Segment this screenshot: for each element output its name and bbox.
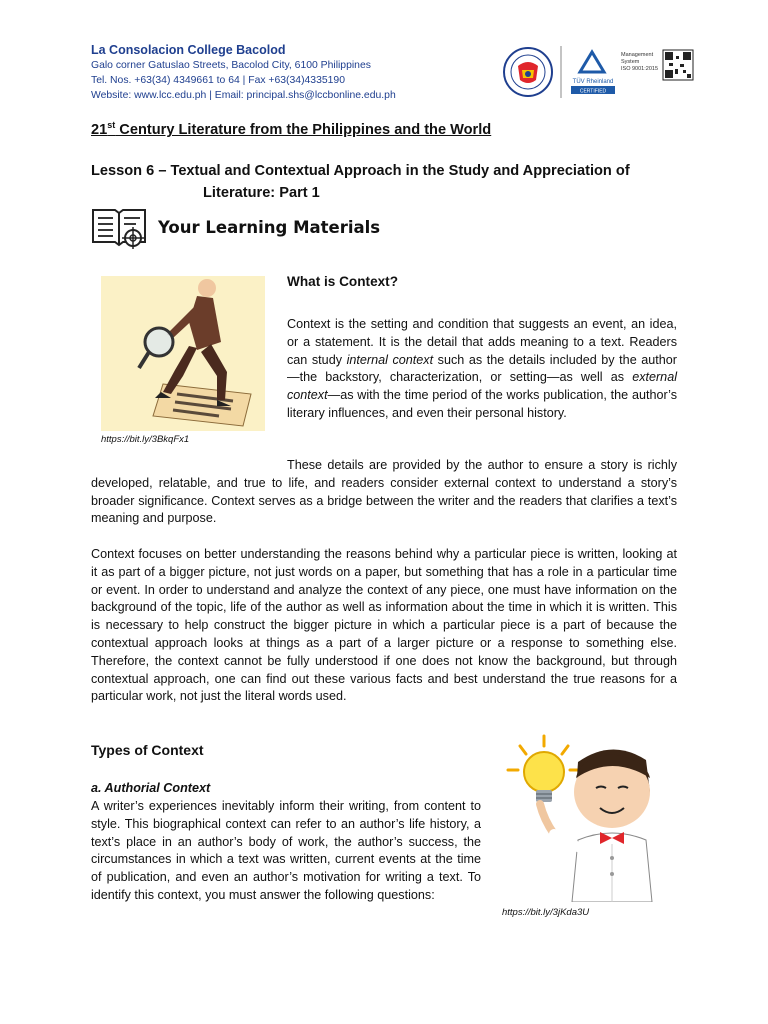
cert-line2: System: [621, 59, 640, 65]
image2-caption: https://bit.ly/3jKda3U: [502, 907, 590, 918]
context-details-paragraph: [91, 457, 677, 528]
course-title: [91, 120, 491, 138]
authorial-context-paragraph: A writer’s experiences inevitably inform their writing, from content to style. This biographical context can refer to an author’s life history, a text’s place in an author’s body of work, the author’s success, the circumstances in which a text was written, current events at the time of publication, and even an author’s motivation for writing a text. To identify this context, you must answer the following questions:: [91, 799, 481, 902]
cert-line1: Management: [621, 52, 654, 58]
qr-code-icon: [663, 50, 693, 80]
image1-caption: https://bit.ly/3BkqFx1: [101, 434, 190, 445]
school-phones: Tel. Nos. +63(34) 4349661 to 64 | Fax +63(34)4335190: [91, 75, 345, 86]
p1-part-c: —as with the time period of the works publication, the author’s literary influences, and even their personal history.: [287, 388, 677, 420]
p1-part-a: Context is the setting and condition that suggests an event, an idea, or a statement. It is the detail that adds meaning to a text. Readers can study: [287, 317, 677, 367]
school-seal-icon: [504, 48, 552, 96]
p1-internal-term: internal context: [346, 352, 434, 367]
lesson-title: [91, 160, 691, 204]
p2-text: These details are provided by the author to ensure a story is richly developed, relatable, and true to life, and readers consider external context to understand a story’s broader significance. Context serves as a bridge between the writer and the readers that clarifies a text’s meaning and purpose.: [91, 458, 677, 526]
lightbulb-idea-illustration: [500, 730, 675, 902]
section-title: Your Learning Materials: [158, 218, 381, 237]
school-address: Galo corner Gatuslao Streets, Bacolod City, 6100 Philippines: [91, 60, 371, 71]
authorial-context-heading: a. Authorial Context: [91, 781, 211, 795]
letterhead: [91, 42, 491, 103]
school-name: La Consolacion College Bacolod: [91, 43, 286, 57]
context-focus-paragraph: Context focuses on better understanding the reasons behind why a particular piece is written, looking at it as part of a bigger picture, not just words on a paper, but something that has a role in a particular time or event. In order to understand and analyze the context of any piece, one must have information on the background of the topic, life of the author as well as information about the time in which it is written. This is necessary to help construct the bigger picture in which a particular piece is a part of because the contextual approach looks at things as a part of a larger picture or a response to something else. Therefore, the context cannot be fully understood if one does not know the background, but through contextual approach, one can find out these various facts and best understand the true reasons for a particular work, not just the literal words used.: [91, 547, 677, 704]
course-prefix: 21: [91, 121, 108, 138]
tuv-status: CERTIFIED: [579, 88, 607, 95]
tuv-certification-icon: [571, 52, 615, 95]
tuv-name: TÜV Rheinland: [572, 79, 614, 85]
course-sup: st: [107, 120, 116, 130]
p1-part-b: such as the details included by the author—the backstory, characterization, or setting—as well as: [287, 352, 677, 385]
types-of-context-heading: Types of Context: [91, 742, 204, 758]
reading-book-target-icon: [91, 204, 147, 252]
cert-standard: ISO 9001:2015: [621, 66, 659, 72]
p1-external-term: external context: [287, 370, 677, 403]
lesson-line-2: Literature: Part 1: [203, 185, 320, 201]
detective-illustration: [101, 276, 265, 431]
context-definition-paragraph: [287, 316, 677, 423]
lesson-line-1: Lesson 6 – Textual and Contextual Approach in the Study and Appreciation of: [91, 163, 630, 179]
what-is-context-heading: What is Context?: [287, 274, 399, 289]
header-logos: [503, 44, 695, 100]
course-rest: Century Literature from the Philippines and the World: [115, 121, 492, 138]
school-web-email: Website: www.lcc.edu.ph | Email: principal.shs@lccbonline.edu.ph: [91, 90, 396, 101]
